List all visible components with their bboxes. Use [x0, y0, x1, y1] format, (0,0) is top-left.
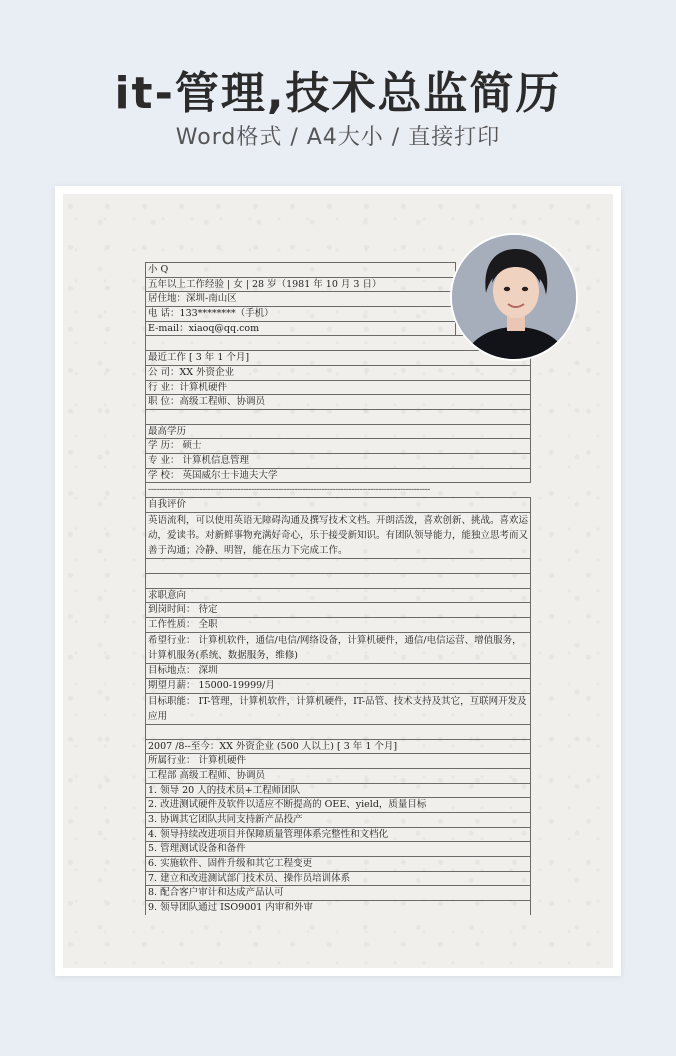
self-eval-heading: 自我评价: [145, 497, 531, 512]
phone-row: 电 话：133********（手机）: [145, 306, 456, 321]
experience-dept-row: 工程部 高级工程师、协调员: [145, 768, 531, 783]
resume-table: [145, 262, 531, 915]
self-eval-text: 英语流利，可以使用英语无障碍沟通及撰写技术文档。开朗活泼，喜欢创新、挑战。喜欢运动，爱读书。对新鲜事物充满好奇心，乐于接受新知识。有团队领导能力，能独立思考而又善于沟通；冷静、明智，能在压力下完成工作。: [145, 512, 531, 559]
duty-item: 5. 管理测试设备和备件: [145, 841, 531, 856]
target-function-row: 目标职能： IT-管理，计算机软件，计算机硬件，IT-品管、技术支持及其它，互联网开发及应用: [145, 693, 531, 724]
recent-industry-row: 行 业：计算机硬件: [145, 380, 531, 395]
experience-period-row: 2007 /8--至今：XX 外资企业 (500 人以上) [ 3 年 1 个月]: [145, 739, 531, 754]
spacer-row: [145, 558, 531, 573]
dashed-divider: --------------------------------------------------------------------------------------------------------: [145, 482, 531, 497]
experience-summary-row: 五年以上工作经验 | 女 | 28 岁（1981 年 10 月 3 日）: [145, 277, 456, 292]
expected-salary-row: 期望月薪： 15000-19999/月: [145, 678, 531, 693]
job-type-row: 工作性质： 全职: [145, 617, 531, 632]
name-row: 小 Q: [145, 262, 456, 277]
duty-item: 7. 建立和改进测试部门技术员、操作员培训体系: [145, 871, 531, 886]
recent-position-row: 职 位：高级工程师、协调员: [145, 394, 531, 409]
page-subtitle: Word格式 / A4大小 / 直接打印: [175, 125, 501, 150]
recent-job-heading: 最近工作 [ 3 年 1 个月]: [145, 350, 531, 365]
duty-item: 3. 协调其它团队共同支持新产品投产: [145, 812, 531, 827]
duty-item: 2. 改进测试硬件及软件以适应不断提高的 OEE、yield，质量目标: [145, 797, 531, 812]
page-title: it-管理,技术总监简历: [114, 68, 562, 119]
target-location-row: 目标地点： 深圳: [145, 663, 531, 678]
experience-industry-row: 所属行业： 计算机硬件: [145, 753, 531, 768]
residence-row: 居住地：深圳-南山区: [145, 291, 456, 306]
arrival-time-row: 到岗时间： 待定: [145, 602, 531, 617]
recent-company-row: 公 司：XX 外资企业: [145, 365, 531, 380]
profile-photo: [450, 233, 578, 361]
email-row: E-mail：xiaoq@qq.com: [145, 321, 456, 336]
spacer-row: [145, 573, 531, 588]
desired-industry-row: 希望行业： 计算机软件，通信/电信/网络设备，计算机硬件，通信/电信运营、增值服务，计算机服务(系统、数据服务，维修): [145, 632, 531, 663]
duty-item: 1. 领导 20 人的技术员+工程师团队: [145, 783, 531, 798]
duty-item: 9. 领导团队通过 ISO9001 内审和外审: [145, 900, 531, 915]
duty-item: 8. 配合客户审计和达成产品认可: [145, 885, 531, 900]
education-heading: 最高学历: [145, 424, 531, 439]
duty-item: 4. 领导持续改进项目并保障质量管理体系完整性和文档化: [145, 827, 531, 842]
major-row: 专 业： 计算机信息管理: [145, 453, 531, 468]
spacer-row: [145, 409, 531, 424]
duty-item: 6. 实施软件、固件升级和其它工程变更: [145, 856, 531, 871]
portrait-icon: [452, 235, 578, 361]
intent-heading: 求职意向: [145, 588, 531, 603]
spacer-row: [145, 724, 531, 739]
degree-row: 学 历： 硕士: [145, 438, 531, 453]
school-row: 学 校： 英国威尔士卡迪夫大学: [145, 468, 531, 483]
